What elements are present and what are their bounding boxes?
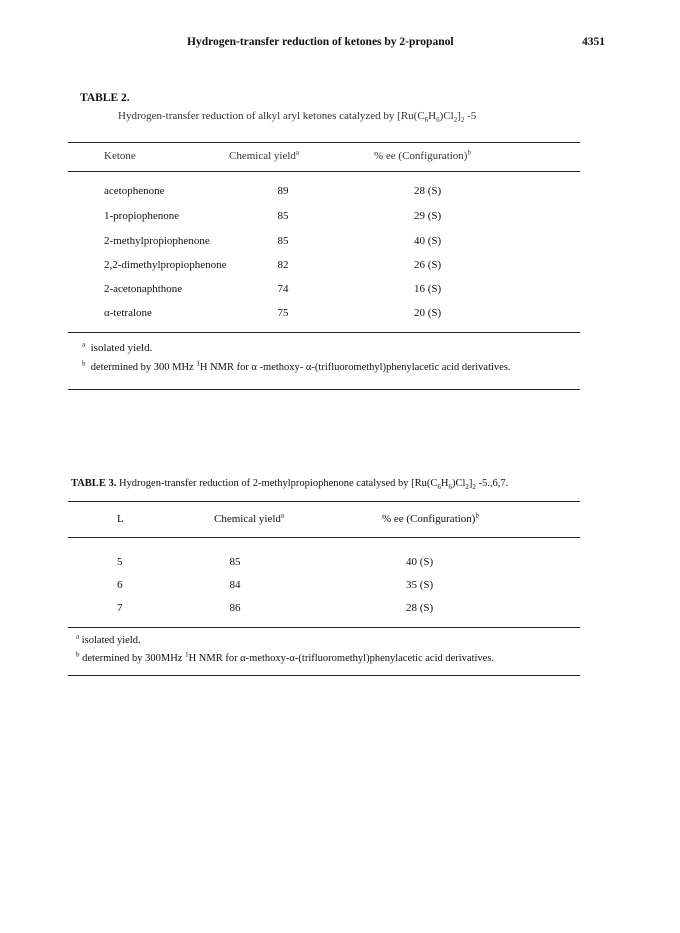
ee-cell: 40 (S) bbox=[406, 556, 434, 568]
table-2-footnote-a: $^a$ isolated yield. bbox=[82, 340, 153, 354]
table-3-footnote-b: $^b$ determined by 300MHz $^1$H NMR for α-methoxy-α-(trifluoromethyl)phenylacetic acid derivatives. bbox=[76, 650, 495, 664]
ee-cell: 28 (S) bbox=[406, 602, 434, 614]
ketone-cell: 2-acetonaphthone bbox=[104, 283, 183, 295]
table-2-header-ketone: Ketone bbox=[104, 150, 136, 162]
table-2-label: TABLE 2. bbox=[80, 92, 130, 104]
table-2-caption: Hydrogen-transfer reduction of alkyl aryl ketones catalyzed by $[Ru(C_6H_6)Cl_2]_2$ -5 bbox=[118, 110, 477, 125]
yield-cell: 85 bbox=[277, 210, 289, 222]
yield-cell: 86 bbox=[229, 602, 241, 614]
page-number: 4351 bbox=[582, 36, 605, 48]
ee-cell: 29 (S) bbox=[414, 210, 442, 222]
yield-cell: 82 bbox=[277, 259, 289, 271]
yield-cell: 74 bbox=[277, 283, 289, 295]
table-2-top-rule bbox=[68, 142, 580, 143]
table-2-footnote-b: $^b$ determined by 300 MHz $^1$H NMR for α -methoxy- α-(trifluoromethyl)phenylacetic acid derivatives. bbox=[82, 359, 511, 373]
ligand-cell: 6 bbox=[117, 579, 123, 591]
ketone-cell: acetophenone bbox=[104, 185, 165, 197]
ee-cell: 28 (S) bbox=[414, 185, 442, 197]
table-3-header-ee: % ee (Configuration)$^b$ bbox=[382, 511, 479, 525]
yield-cell: 85 bbox=[277, 235, 289, 247]
table-3-header-l: L bbox=[117, 513, 124, 525]
table-3-header-yield: Chemical yield$^a$ bbox=[214, 511, 285, 525]
yield-cell: 89 bbox=[277, 185, 289, 197]
table-2-header-rule bbox=[68, 171, 580, 172]
ketone-cell: 2,2-dimethylpropiophenone bbox=[104, 259, 227, 271]
ketone-cell: α-tetralone bbox=[104, 307, 152, 319]
ee-cell: 40 (S) bbox=[414, 235, 442, 247]
ketone-cell: 1-propiophenone bbox=[104, 210, 180, 222]
ee-cell: 16 (S) bbox=[414, 283, 442, 295]
table-2-header-yield: Chemical yield$^a$ bbox=[229, 148, 300, 162]
ligand-cell: 7 bbox=[117, 602, 123, 614]
ee-cell: 35 (S) bbox=[406, 579, 434, 591]
table-3-footnote-a: $^a$ isolated yield. bbox=[76, 632, 141, 646]
table-3-bottom-rule bbox=[68, 627, 580, 628]
ee-cell: 26 (S) bbox=[414, 259, 442, 271]
table-2-header-ee: % ee (Configuration)$^b$ bbox=[374, 148, 471, 162]
yield-cell: 75 bbox=[277, 307, 289, 319]
table-3-header-rule bbox=[68, 537, 580, 538]
table-3-top-rule bbox=[68, 501, 580, 502]
running-head-title: Hydrogen-transfer reduction of ketones by 2-propanol bbox=[187, 36, 454, 48]
table-2-end-rule bbox=[68, 389, 580, 390]
yield-cell: 84 bbox=[229, 579, 241, 591]
ee-cell: 20 (S) bbox=[414, 307, 442, 319]
table-3-end-rule bbox=[68, 675, 580, 676]
ligand-cell: 5 bbox=[117, 556, 123, 568]
ketone-cell: 2-methylpropiophenone bbox=[104, 235, 210, 247]
table-3-caption: TABLE 3. Hydrogen-transfer reduction of 2-methylpropiophenone catalysed by $[Ru(C_6H_6)Cl_2]_2$ -5.,6,7. bbox=[71, 478, 509, 492]
yield-cell: 85 bbox=[229, 556, 241, 568]
table-2-bottom-rule bbox=[68, 332, 580, 333]
